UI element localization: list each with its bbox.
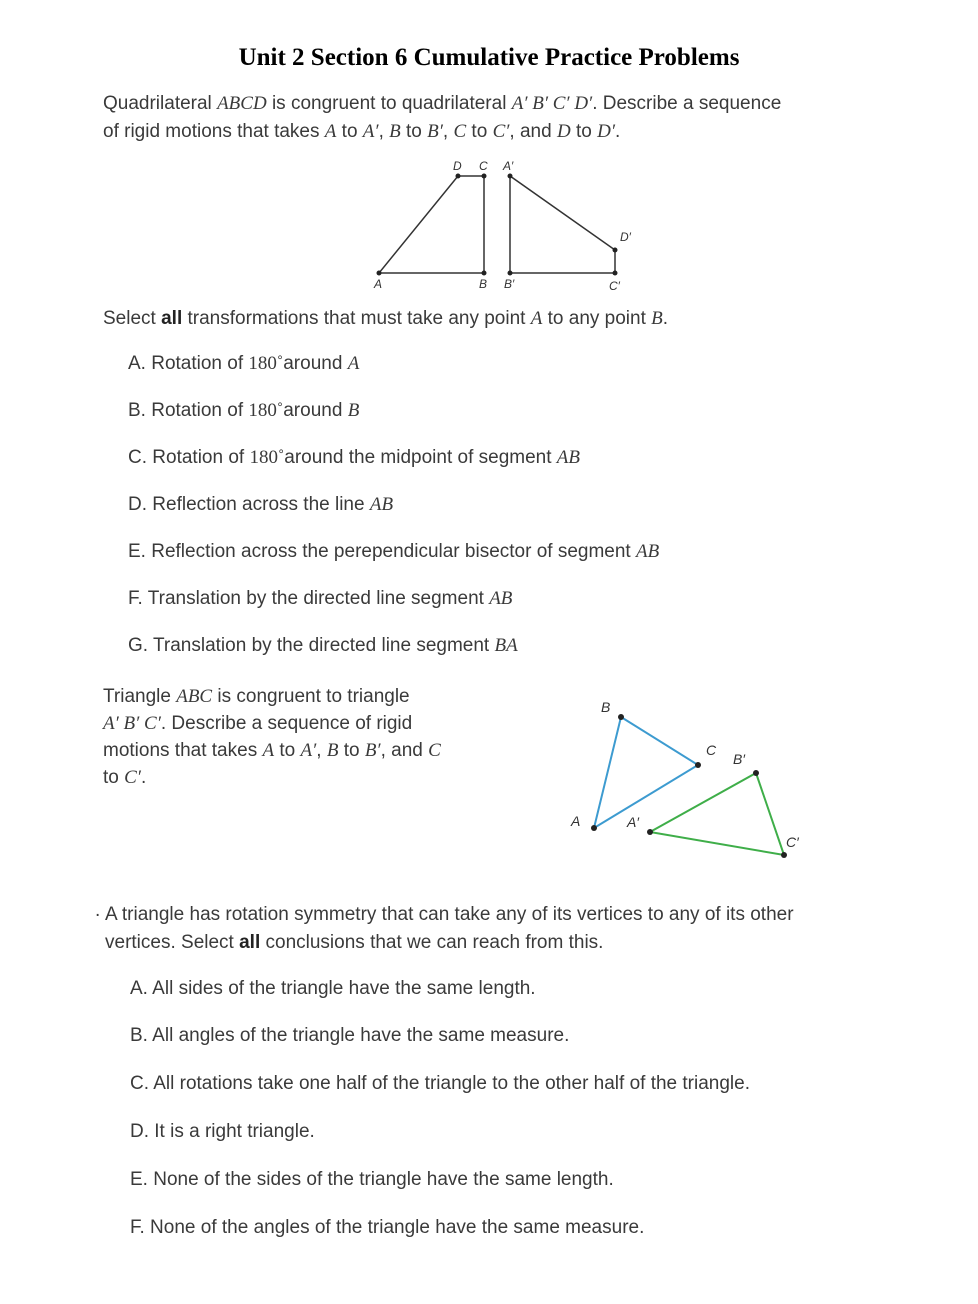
problem-4-line-1: A triangle has rotation symmetry that can take any of its vertices to any of its other	[105, 904, 794, 925]
problem-2-option-a: A. Rotation of 180˚around A	[128, 353, 360, 374]
triangle-abc-prime	[650, 773, 784, 855]
label-d-prime: D′	[620, 230, 631, 244]
label-b-prime: B′	[504, 277, 515, 291]
point-tri-a	[591, 825, 597, 831]
label-tri-c-prime: C′	[786, 834, 799, 850]
point-b	[482, 271, 487, 276]
problem-4-marker: .	[95, 900, 101, 921]
point-c-prime	[613, 271, 618, 276]
page-title: Unit 2 Section 6 Cumulative Practice Problems	[238, 44, 740, 71]
point-d	[456, 174, 461, 179]
problem-3-line-4: to C′.	[103, 767, 147, 788]
label-tri-b-prime: B′	[733, 751, 745, 767]
problem-2-option-g: G. Translation by the directed line segment BA	[128, 635, 518, 656]
problem-1-line-2: of rigid motions that takes A to A′, B to B′, C to C′, and D to D′.	[103, 121, 621, 142]
point-c	[482, 174, 487, 179]
problem-2-option-d: D. Reflection across the line AB	[128, 494, 394, 515]
problem-4-option-c: C. All rotations take one half of the triangle to the other half of the triangle.	[130, 1073, 750, 1094]
label-d: D	[453, 159, 462, 173]
problem-3-text	[103, 683, 523, 791]
problem-2-option-b: B. Rotation of 180˚around B	[128, 400, 360, 421]
problem-4-option-b: B. All angles of the triangle have the same measure.	[130, 1025, 570, 1046]
label-c-prime: C′	[609, 279, 620, 293]
point-tri-b	[618, 714, 624, 720]
problem-2-option-e: E. Reflection across the perependicular bisector of segment AB	[128, 541, 660, 562]
problem-3-line-3: motions that takes A to A′, B to B′, and C	[103, 740, 441, 761]
point-tri-b-prime	[753, 770, 759, 776]
point-tri-c-prime	[781, 852, 787, 858]
label-tri-b: B	[601, 699, 611, 715]
label-c: C	[479, 159, 488, 173]
problem-4-line-2: vertices. Select all conclusions that we can reach from this.	[105, 932, 604, 953]
label-a-prime: A′	[503, 159, 514, 173]
label-tri-a-prime: A′	[627, 814, 639, 830]
point-b-prime	[508, 271, 513, 276]
point-tri-a-prime	[647, 829, 653, 835]
problem-1-text	[103, 90, 903, 146]
problem-4-option-f: F. None of the angles of the triangle have the same measure.	[130, 1217, 645, 1238]
problem-2-option-f: F. Translation by the directed line segment AB	[128, 588, 513, 609]
triangle-figure	[560, 690, 820, 870]
problem-4-text	[105, 901, 905, 957]
point-a-prime	[508, 174, 513, 179]
point-tri-c	[695, 762, 701, 768]
problem-4-option-a: A. All sides of the triangle have the same length.	[130, 978, 536, 999]
problem-4-option-d: D. It is a right triangle.	[130, 1121, 315, 1142]
label-b: B	[479, 277, 488, 291]
quadrilateral-abcd	[379, 176, 484, 273]
label-a: A	[374, 277, 383, 291]
point-a	[377, 271, 382, 276]
problem-2-option-c: C. Rotation of 180˚around the midpoint of segment AB	[128, 447, 581, 468]
triangle-abc	[594, 717, 698, 828]
problem-3-line-1: Triangle ABC is congruent to triangle	[103, 686, 410, 707]
problem-4-option-e: E. None of the sides of the triangle have the same length.	[130, 1169, 614, 1190]
problem-2-prompt: Select all transformations that must take any point A to any point B.	[103, 308, 669, 329]
quadrilateral-abcd-prime	[510, 176, 615, 273]
point-d-prime	[613, 248, 618, 253]
problem-1-line-1: Quadrilateral ABCD is congruent to quadrilateral A′ B′ C′ D′. Describe a sequence	[103, 93, 782, 114]
label-tri-a: A	[571, 813, 581, 829]
label-tri-c: C	[706, 742, 717, 758]
quadrilateral-figure	[360, 155, 650, 295]
problem-3-line-2: A′ B′ C′. Describe a sequence of rigid	[103, 713, 413, 734]
